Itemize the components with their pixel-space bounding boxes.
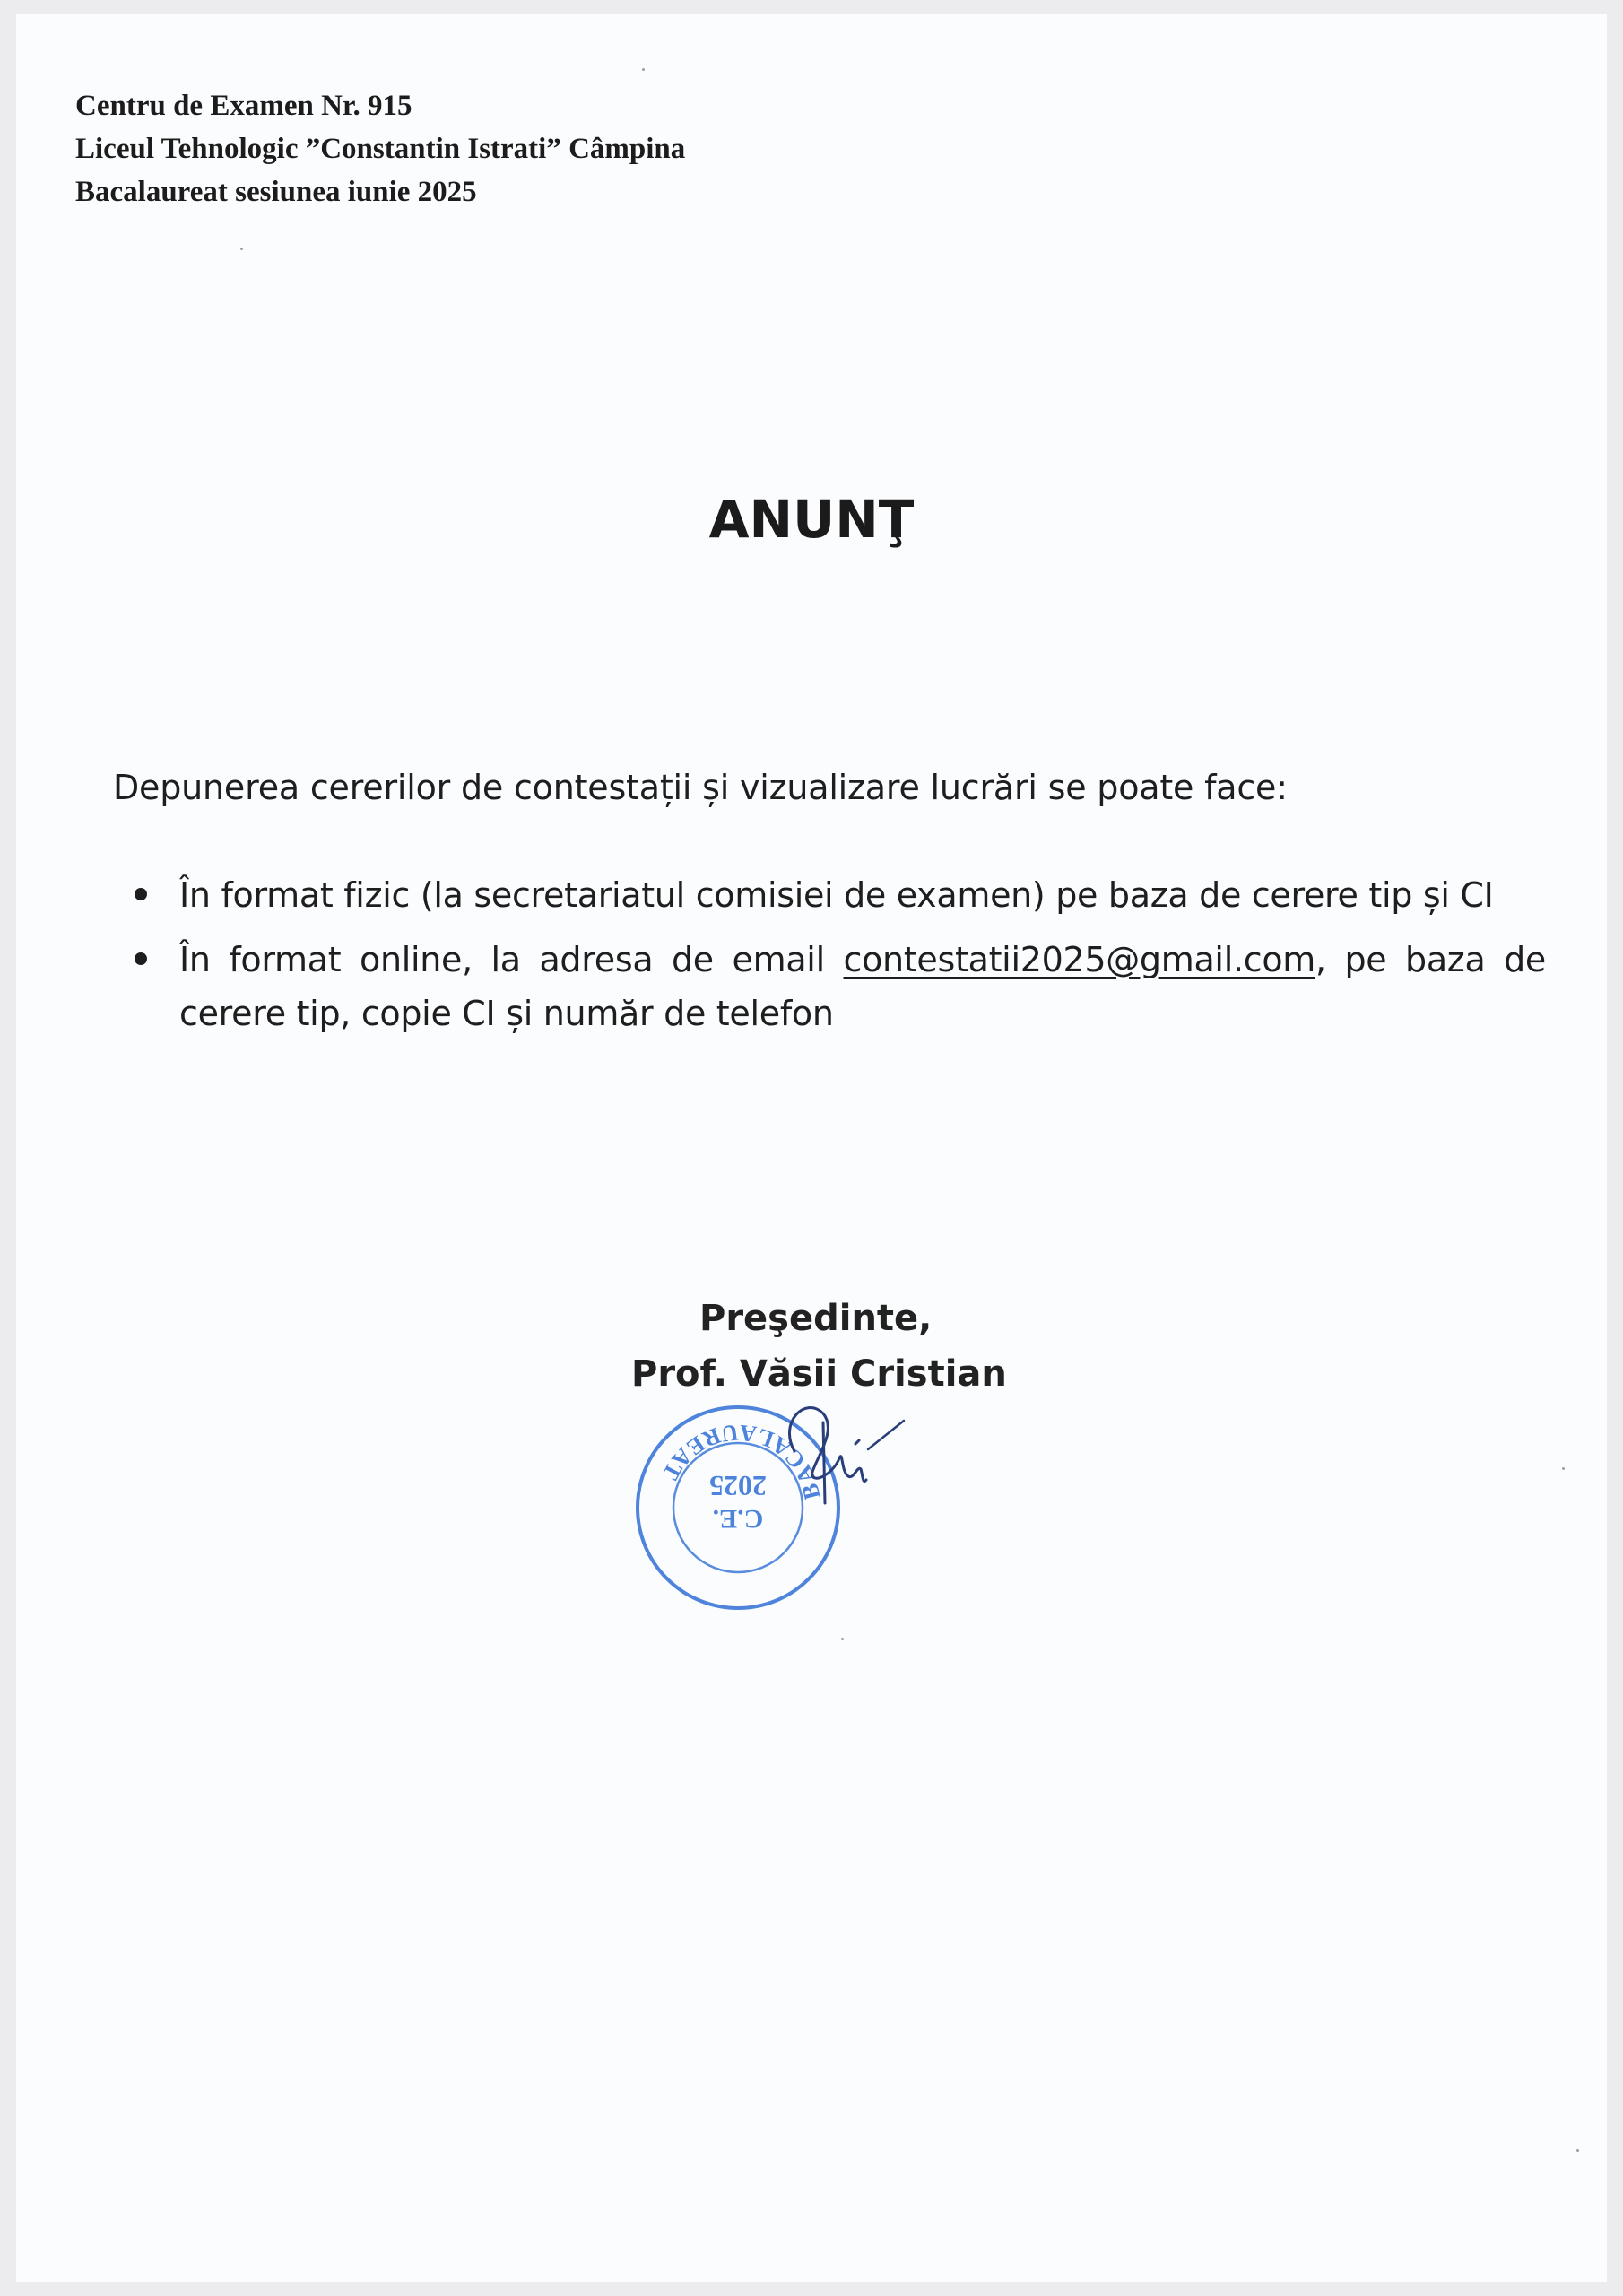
header-school-name: Liceul Tehnologic ”Constantin Istrati” Câmpina bbox=[75, 133, 686, 165]
submission-options-list bbox=[129, 868, 1546, 1051]
scan-speck bbox=[841, 1638, 844, 1640]
list-item-online-text-before: În format online, la adresa de email bbox=[179, 940, 844, 979]
exam-center-header bbox=[75, 84, 685, 213]
signatory-name: Prof. Văsii Cristian bbox=[631, 1353, 1007, 1395]
scan-speck bbox=[1576, 2149, 1579, 2152]
list-item-online bbox=[129, 933, 1546, 1040]
email-link[interactable]: contestatii2025@gmail.com bbox=[843, 940, 1315, 979]
header-session: Bacalaureat sesiunea iunie 2025 bbox=[75, 176, 477, 208]
scan-speck bbox=[240, 248, 243, 250]
handwritten-signature bbox=[769, 1387, 949, 1521]
stamp-ce: C.E. bbox=[712, 1504, 764, 1534]
stamp-year: 2025 bbox=[709, 1470, 767, 1502]
bullet-icon bbox=[135, 952, 147, 965]
announcement-title: ANUNŢ bbox=[708, 489, 915, 550]
document-page bbox=[16, 14, 1607, 2282]
list-item-online-text-after: , pe baza de cerere tip, copie CI și număr de telefon bbox=[179, 940, 1546, 1033]
header-center-number: Centru de Examen Nr. 915 bbox=[75, 90, 412, 122]
list-item-physical bbox=[129, 868, 1546, 922]
scan-speck bbox=[642, 68, 645, 71]
announcement-intro: Depunerea cererilor de contestații și vizualizare lucrări se poate face: bbox=[113, 768, 1288, 807]
bullet-icon bbox=[135, 888, 147, 900]
stamp-ring-text: BACALAUREAT bbox=[655, 1419, 826, 1502]
list-item-physical-text: În format fizic (la secretariatul comisiei de examen) pe baza de cerere tip și CI bbox=[179, 875, 1494, 915]
signatory-role: Preşedinte, bbox=[699, 1298, 933, 1339]
scan-speck bbox=[1562, 1467, 1565, 1470]
